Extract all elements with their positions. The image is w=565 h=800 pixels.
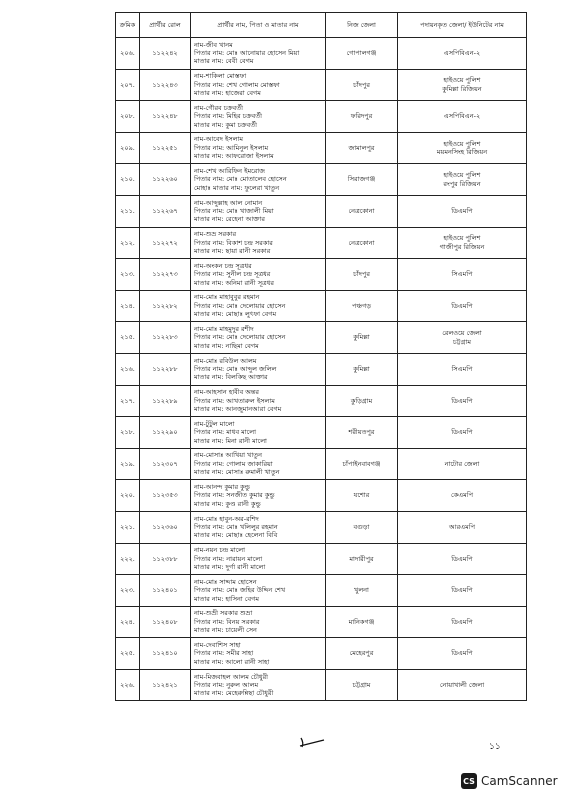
candidate-name: নাম-আব্দুল্লাহ আল নোমান [194,198,263,207]
candidate-name: নাম-মোঃ মাহাবুবুর রহমান [194,293,260,302]
posting-cell [398,69,527,101]
posting-cell [398,448,527,480]
table-row [116,638,527,670]
header-posting: পদায়নকৃত জেলা/ ইউনিটের নাম [398,13,527,38]
names-cell [191,417,326,449]
camscanner-logo-icon: CS [461,773,477,789]
mother-name: মাতার নাম: রেহেনা আক্তার [194,215,265,224]
roll-cell: ১১২৩৬০ [140,511,191,543]
posting-line-2: কুমিল্লা রিজিয়ন [442,84,482,93]
mother-name: মাতার নাম: হাজেরা বেগম [194,89,261,98]
names-cell [191,511,326,543]
serial-cell: ২১৬. [116,353,140,385]
roll-cell: ১১২২৮৮ [140,353,191,385]
candidate-table [115,12,527,701]
candidate-name: নাম-নয়ন চন্দ্র মালো [194,546,246,555]
table-row [116,543,527,575]
posting-cell [398,259,527,291]
posting-line-1: ডিএমপি [451,649,473,658]
names-cell [191,480,326,512]
page-number: ১১ [489,742,501,752]
mother-name: মাতার নাম: আনজুমানআরা বেগম [194,405,282,414]
names-cell [191,543,326,575]
serial-cell: ২২০. [116,480,140,512]
serial-cell: ২০৭. [116,69,140,101]
district-cell: ফরিদপুর [326,101,398,133]
candidate-name: নাম-আহসান হাবীব অন্তর [194,388,259,397]
posting-cell [398,575,527,607]
posting-cell [398,511,527,543]
camscanner-watermark [461,772,558,790]
posting-cell [398,132,527,164]
serial-cell: ২১৫. [116,322,140,354]
candidate-name: নাম-মিজবাহল আলম চৌধুরী [194,672,269,681]
father-name: পিতার নাম: গোলাম জাকারিয়া [194,459,273,468]
district-cell: জামালপুর [326,132,398,164]
posting-line-1: ডিএমপি [451,301,473,310]
district-cell: নেত্রকোনা [326,195,398,227]
candidate-name: নাম-আবেদ ইসলাম [194,135,244,144]
serial-cell: ২২৫. [116,638,140,670]
roll-cell: ১১২৪০১ [140,575,191,607]
posting-line-1: রেলওয়ে জেলা [442,329,482,338]
signature-mark [298,735,328,749]
district-cell: নেত্রকোনা [326,227,398,259]
candidate-name: নাম-শুভ্রী সরকার শুভ্রা [194,609,253,618]
roll-cell: ১১২৩০৭ [140,448,191,480]
candidate-name: নাম-অংকন চন্দ্র সূত্রধর [194,261,252,270]
roll-cell: ১১২২৮২ [140,290,191,322]
district-cell: যশোর [326,480,398,512]
father-name: পিতার নাম: নারায়ন মালো [194,554,263,563]
names-cell [191,227,326,259]
names-cell [191,164,326,196]
watermark-text: CamScanner [481,774,558,788]
mother-name: মাতার নাম: মোসাঃ রুমালী খাতুন [194,468,280,477]
posting-cell [398,385,527,417]
table-row [116,480,527,512]
father-name: পিতার নাম: শেখ গোলাম মোস্তফা [194,80,280,89]
father-name: পিতার নাম: সুনীল চন্দ্র সূত্রধর [194,270,271,279]
father-name: পিতার নাম: মোঃ দেলোয়ার হোসেন [194,333,286,342]
posting-cell [398,227,527,259]
posting-line-1: এসপিবিএন-২ [443,49,481,58]
posting-cell [398,38,527,70]
candidate-name: নাম-শাকিলা মোস্তফা [194,72,247,81]
roll-cell: ১১২২৯০ [140,417,191,449]
father-name: পিতার নাম: মোঃ আব্দুল জলিল [194,365,277,374]
roll-cell: ১১২২৮৩ [140,322,191,354]
candidate-name: নাম-গৌরব চক্রবর্তী [194,103,244,112]
table-row [116,322,527,354]
posting-cell [398,164,527,196]
roll-cell: ১১২৪০৮ [140,606,191,638]
serial-cell: ২০৮. [116,101,140,133]
roll-cell: ১১২৪২১ [140,669,191,701]
serial-cell: ২১৮. [116,417,140,449]
roll-cell: ১১২২৫১ [140,132,191,164]
candidate-name: নাম-আনন্দ কুমার কুন্ডু [194,483,250,492]
names-cell [191,259,326,291]
posting-line-1: নাটোর জেলা [444,459,480,468]
header-district: নিজ জেলা [326,13,398,38]
district-cell: পঞ্চগড় [326,290,398,322]
district-cell: মানিকগঞ্জ [326,606,398,638]
father-name: পিতার নাম: মোঃ খলিলুর রহমান [194,523,278,531]
posting-cell [398,195,527,227]
serial-cell: ২২৬. [116,669,140,701]
posting-line-1: আরএমপি [449,523,475,531]
father-name: পিতার নাম: মোঃ দেলোয়ার হোসেন [194,301,286,310]
posting-line-1: ডিএমপি [451,396,473,405]
posting-cell [398,322,527,354]
father-name: পিতার নাম: আমিনুল ইসলাম [194,143,269,152]
mother-name: মোহাঃ মাতার নাম: ফুলেরা খাতুন [194,183,280,192]
mother-name: মাতার নাম: মেহেরুন্নিছা চৌধুরী [194,689,274,698]
roll-cell: ১১২৩৫৩ [140,480,191,512]
names-cell [191,195,326,227]
posting-cell [398,669,527,701]
father-name: পিতার নাম: মিহির চক্রবর্তী [194,112,262,121]
posting-line-1: হাইওয়ে পুলিশ [443,76,481,85]
district-cell: মাদারীপুর [326,543,398,575]
mother-name: মাতার নাম: চায়েলী সেন [194,626,257,635]
serial-cell: ২১১. [116,195,140,227]
names-cell [191,353,326,385]
table-row [116,385,527,417]
father-name: পিতার নাম: সনজীত কুমার কুন্ডু [194,491,275,500]
mother-name: মাতার নাম: হাসিনা বেগম [194,594,259,603]
candidate-name: নাম-মোঃ মাহমুদুর রশীদ [194,325,254,334]
serial-cell: ২১৭. [116,385,140,417]
mother-name: মাতার নাম: অনিমা রানী সূত্রধর [194,278,275,287]
candidate-name: নাম-শেখ আরিফিন ইমরোজ [194,167,265,176]
father-name: পিতার নাম: মোঃ জহির উদ্দিন শেখ [194,586,286,595]
serial-cell: ২২৩. [116,575,140,607]
roll-cell: ১১২৪১০ [140,638,191,670]
father-name: পিতার নাম: আখতারুল ইসলাম [194,396,275,405]
father-name: পিতার নাম: বিকাশ চন্দ্র সরকার [194,238,273,247]
father-name: পিতার নাম: মোঃ আনোয়ার হোসেন মিয়া [194,49,300,58]
candidate-name: নাম-জীব খানম [194,40,233,49]
posting-cell [398,290,527,322]
father-name: পিতার নাম: বিনয় সরকার [194,617,260,626]
table-row [116,227,527,259]
table-row [116,195,527,227]
mother-name: মাতার নাম: বেবী বেগম [194,57,254,66]
posting-cell [398,417,527,449]
table-row [116,101,527,133]
mother-name: মাতার নাম: দুর্গা রানী মালো [194,562,266,571]
names-cell [191,638,326,670]
candidate-name: নাম-শুভ্র সরকার [194,230,237,239]
roll-cell: ১১২২৪২ [140,38,191,70]
district-cell: খুলনা [326,575,398,607]
mother-name: মাতার নাম: কুণ্ড রানী কুন্ডু [194,499,261,508]
names-cell [191,385,326,417]
table-row [116,511,527,543]
district-cell: গোপালগঞ্জ [326,38,398,70]
district-cell: বগুড়া [326,511,398,543]
candidate-name: নাম-মোঃ হাবুন-অর-রশিদ [194,514,259,523]
names-cell [191,290,326,322]
names-cell [191,575,326,607]
table-row [116,38,527,70]
roll-cell: ১১২২৪৩ [140,69,191,101]
table-row [116,448,527,480]
mother-name: মাতার নাম: মিনা রানী মালো [194,436,267,445]
table-row [116,606,527,638]
posting-cell [398,606,527,638]
names-cell [191,669,326,701]
candidate-name: নাম-টুটুল মালো [194,419,235,428]
father-name: পিতার নাম: সমীর সাহা [194,649,254,658]
posting-cell [398,543,527,575]
names-cell [191,69,326,101]
serial-cell: ২১৪. [116,290,140,322]
serial-cell: ২১২. [116,227,140,259]
roll-cell: ১১২২৭৩ [140,259,191,291]
father-name: পিতার নাম: মোঃ মোতালেব হোসেন [194,175,287,184]
header-names: প্রার্থীর নাম, পিতা ও মাতার নাম [191,13,326,38]
roll-cell: ১১২২৬৭ [140,195,191,227]
table-row [116,575,527,607]
posting-line-1: ডিএমপি [451,586,473,595]
father-name: পিতার নাম: মোঃ খাজালী মিয়া [194,207,274,216]
serial-cell: ২১০. [116,164,140,196]
serial-cell: ২১৩. [116,259,140,291]
roll-cell: ১১২২৬০ [140,164,191,196]
candidate-name: নাম-দেবাশিস সাহা [194,640,241,649]
table-row [116,669,527,701]
district-cell: চট্টগ্রাম [326,669,398,701]
candidate-name: নাম-মোঃ রবিউল আলম [194,356,257,365]
posting-line-1: ডিএমপি [451,617,473,626]
district-cell: কুড়িগ্রাম [326,385,398,417]
roll-cell: ১১২৩৮৮ [140,543,191,575]
district-cell: শরীয়তপুর [326,417,398,449]
table-row [116,259,527,291]
mother-name: মাতার নাম: আফরোজা ইসলাম [194,152,274,161]
mother-name: মাতার নাম: ছায়া রানী সরকার [194,247,271,256]
header-roll: প্রার্থীর রোল [140,13,191,38]
posting-line-1: ডিএমপি [451,428,473,437]
mother-name: মাতার নাম: মোছাঃ লুৎফা বেগম [194,310,277,319]
table-row [116,353,527,385]
serial-cell: ২১৯. [116,448,140,480]
posting-line-2: গাজীপুর রিজিয়ন [439,242,485,251]
posting-line-1: সিএমপি [451,365,473,374]
names-cell [191,606,326,638]
posting-cell [398,101,527,133]
names-cell [191,322,326,354]
district-cell: চাঁদপুর [326,259,398,291]
father-name: পিতার নাম: মাধব মালো [194,428,256,437]
table-row [116,417,527,449]
posting-cell [398,480,527,512]
table-header-row [116,13,527,38]
header-serial: ক্রমিক [116,13,140,38]
district-cell: কুমিল্লা [326,322,398,354]
posting-line-1: সিএমপি [451,270,473,279]
district-cell: চাঁপাইনবাবগঞ্জ [326,448,398,480]
posting-cell [398,638,527,670]
posting-line-1: নোয়াখালী জেলা [439,680,485,689]
mother-name: মাতার নাম: নাছিমা বেগম [194,341,259,350]
district-cell: চাঁদপুর [326,69,398,101]
posting-line-1: ডিএমপি [451,554,473,563]
posting-line-1: কেএমপি [450,491,473,500]
posting-line-2: ময়মনসিংহ রিজিয়ন [436,148,488,157]
serial-cell: ২০৯. [116,132,140,164]
roll-cell: ১১২২৭২ [140,227,191,259]
district-cell: সিরাজগঞ্জ [326,164,398,196]
district-cell: মেহেরপুর [326,638,398,670]
district-cell: কুমিল্লা [326,353,398,385]
table-row [116,290,527,322]
mother-name: মাতার নাম: কুমা চক্রবর্তী [194,120,257,129]
father-name: পিতার নাম: নুরুল আলম [194,680,259,689]
serial-cell: ২২৪. [116,606,140,638]
names-cell [191,38,326,70]
roll-cell: ১১২২৮৯ [140,385,191,417]
names-cell [191,132,326,164]
serial-cell: ২২১. [116,511,140,543]
posting-line-2: চট্টগ্রাম [453,337,471,346]
posting-line-2: রংপুর রিজিয়ন [443,179,481,188]
mother-name: মাতার নাম: মোছাঃ হেলেনা বিবি [194,531,278,540]
posting-line-1: ডিএমপি [451,207,473,216]
posting-line-1: এসপিবিএন-২ [443,112,481,121]
candidate-name: নাম-মোঃ সাদ্দাম হোসেন [194,577,257,586]
table-row [116,132,527,164]
posting-line-1: হাইওয়ে পুলিশ [443,234,481,243]
names-cell [191,448,326,480]
candidate-name: নাম-মোসাঃ আখিয়া খাতুন [194,451,262,460]
serial-cell: ২২২. [116,543,140,575]
table-row [116,69,527,101]
posting-line-1: হাইওয়ে পুলিশ [443,171,481,180]
names-cell [191,101,326,133]
serial-cell: ২০৬. [116,38,140,70]
roll-cell: ১১২২৪৮ [140,101,191,133]
table-row [116,164,527,196]
posting-cell [398,353,527,385]
mother-name: মাতার নাম: আলো রানী সাহা [194,657,270,666]
mother-name: মাতার নাম: বিলকিছ আক্তার [194,373,268,382]
posting-line-1: হাইওয়ে পুলিশ [443,139,481,148]
